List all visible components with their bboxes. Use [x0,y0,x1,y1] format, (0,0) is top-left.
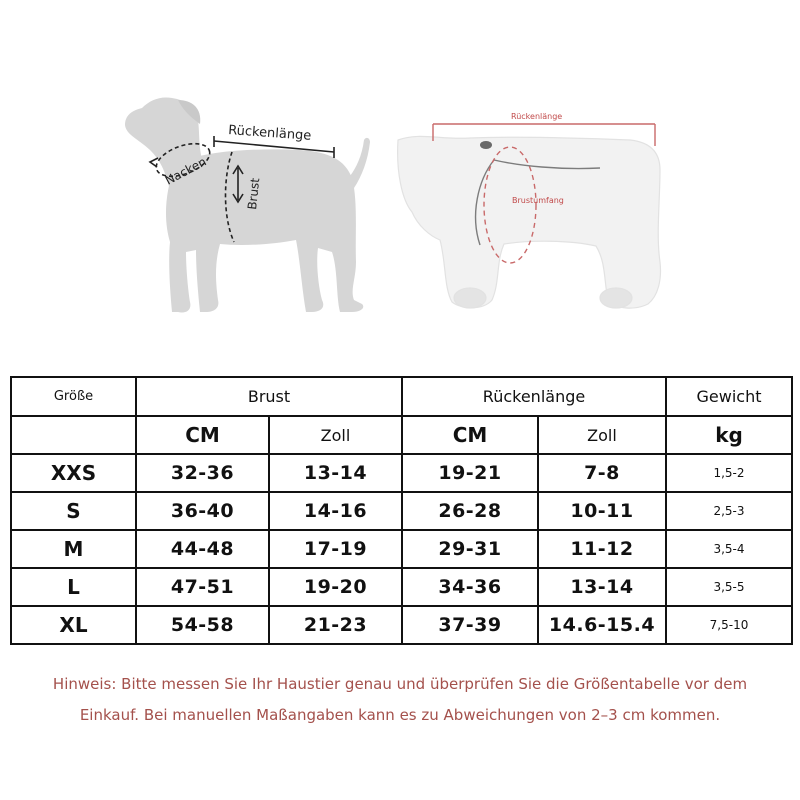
chest-inch-cell: 14-16 [269,492,402,530]
size-table [10,376,793,645]
chest-cm-cell: 44-48 [136,530,269,568]
weight-unit-subheader: kg [666,416,792,454]
size-cell: L [11,568,136,606]
back-cm-cell: 19-21 [402,454,538,492]
garment-silhouette [398,136,661,308]
back-inch-subheader: Zoll [538,416,666,454]
back-inch-cell: 11-12 [538,530,666,568]
dog-chest-label: Brust [245,177,263,211]
garment-back-length-label: Rückenlänge [511,112,563,121]
table-row [11,606,792,644]
back-length-header: Rückenlänge [402,377,666,416]
chest-inch-cell: 21-23 [269,606,402,644]
back-inch-cell: 7-8 [538,454,666,492]
weight-cell: 2,5-3 [666,492,792,530]
size-header: Größe [11,377,136,416]
size-cell: S [11,492,136,530]
weight-cell: 3,5-5 [666,568,792,606]
chest-inch-subheader: Zoll [269,416,402,454]
size-cell: M [11,530,136,568]
size-cell: XL [11,606,136,644]
back-cm-cell: 37-39 [402,606,538,644]
chest-cm-cell: 36-40 [136,492,269,530]
chest-inch-cell: 19-20 [269,568,402,606]
table-row [11,568,792,606]
table-subheader-row [11,416,792,454]
back-inch-cell: 14.6-15.4 [538,606,666,644]
garment-collar-button [480,141,492,149]
chest-inch-cell: 13-14 [269,454,402,492]
chest-header: Brust [136,377,402,416]
dog-neck-label: Nacken [162,154,209,188]
weight-cell: 1,5-2 [666,454,792,492]
note-line-1: Hinweis: Bitte messen Sie Ihr Haustier genau und überprüfen Sie die Größentabelle vor dem [52,675,748,693]
weight-cell: 7,5-10 [666,606,792,644]
weight-cell: 3,5-4 [666,530,792,568]
table-row [11,454,792,492]
back-inch-cell: 10-11 [538,492,666,530]
dog-back-length-label: Rückenlänge [227,123,312,144]
table-row [11,530,792,568]
chest-cm-cell: 47-51 [136,568,269,606]
back-cm-cell: 26-28 [402,492,538,530]
chest-cm-subheader: CM [136,416,269,454]
table-header-row [11,377,792,416]
measurement-diagram [0,0,800,370]
back-cm-cell: 34-36 [402,568,538,606]
table-row [11,492,792,530]
back-cm-subheader: CM [402,416,538,454]
chest-cm-cell: 54-58 [136,606,269,644]
chest-cm-cell: 32-36 [136,454,269,492]
back-cm-cell: 29-31 [402,530,538,568]
size-subheader-empty [11,416,136,454]
size-cell: XXS [11,454,136,492]
back-inch-cell: 13-14 [538,568,666,606]
garment-chest-label: Brustumfang [512,196,564,205]
chest-inch-cell: 17-19 [269,530,402,568]
weight-header: Gewicht [666,377,792,416]
note-line-2: Einkauf. Bei manuellen Maßangaben kann es zu Abweichungen von 2–3 cm kommen. [79,706,721,724]
